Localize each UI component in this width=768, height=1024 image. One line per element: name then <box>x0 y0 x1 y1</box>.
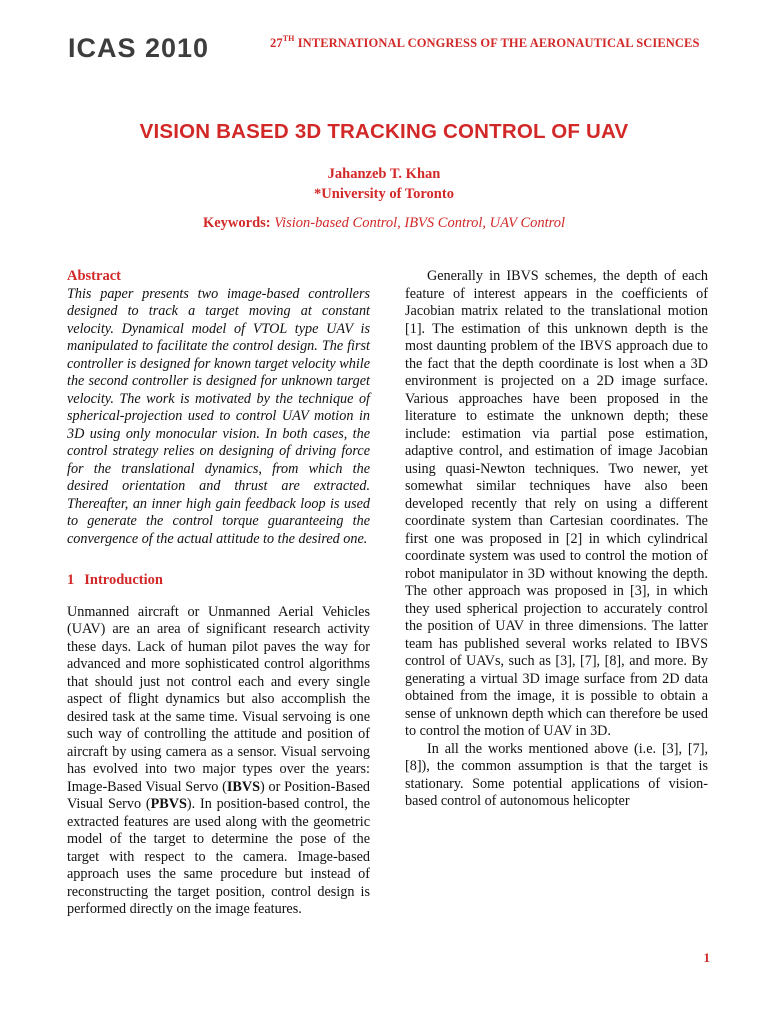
logo-text: ICAS 2010 <box>68 33 210 63</box>
author-name: Jahanzeb T. Khan <box>327 166 441 182</box>
congress-suffix: TH <box>282 34 295 43</box>
intro-paragraph-1 <box>67 604 370 919</box>
introduction-heading <box>67 572 370 590</box>
keywords-line <box>0 215 768 232</box>
left-column <box>67 268 370 919</box>
section-number: 1 <box>67 572 75 588</box>
abstract-heading: Abstract <box>67 268 121 284</box>
paper-title: VISION BASED 3D TRACKING CONTROL OF UAV <box>139 120 629 143</box>
intro-p1-part-b: ) or Position-Based Visual Servo ( <box>67 778 370 812</box>
keywords-label: Keywords: <box>202 215 271 231</box>
author-affiliation: *University of Toronto <box>314 186 454 202</box>
page-number: 1 <box>703 950 710 965</box>
congress-ordinal: 27 <box>270 36 283 50</box>
conference-logo <box>68 33 210 63</box>
keywords-values: Vision-based Control, IBVS Control, UAV Control <box>274 215 566 231</box>
author-block <box>0 164 768 204</box>
intro-p1-part-c: ). In position-based control, the extracted features are used along with the geometric model of the target to determine the pose of the target with respect to the camera. Image-based approach uses the same procedure but instead of reconstructing the target position, control design is performed directly on the image features. <box>67 796 371 917</box>
ibvs-term: IBVS <box>226 778 261 795</box>
pbvs-term: PBVS <box>150 796 187 812</box>
intro-p1-part-a: Unmanned aircraft or Unmanned Aerial Vehicles (UAV) are an area of significant research activity these days. Lack of human pilot paves the way for advanced and more sophisticated control algorithms that should just not control each and every single aspect of flight dynamics but also accomplish the desired task at the same time. Visual servoing is one such way of controlling the attitude and position of aircraft by using camera as a sensor. Visual servoing has evolved into two major types over the years: Image-Based Visual Servo ( <box>67 603 370 795</box>
congress-name: INTERNATIONAL CONGRESS OF THE AERONAUTICAL SCIENCES <box>297 36 700 50</box>
section-title: Introduction <box>84 572 163 588</box>
intro-paragraph-2: Generally in IBVS schemes, the depth of each feature of interest appears in the coefficients of Jacobian matrix related to the translational motion [1]. The estimation of this unknown depth is the most daunting problem of the IBVS approach due to the fact that the depth coordinate is lost when a 3D environment is projected on a 2D image surface. Various approaches have been proposed in the literature to estimate the unknown depth; these include: estimation via partial pose estimation, adaptive control, and estimation of image Jacobian using quasi-Newton techniques. Two newer, yet somewhat similar techniques have also been developed recently that rely on using a different coordinate system than Cartesian coordinates. The first one was proposed in [2] in which cylindrical coordinate system was used to control the motion of robot manipulator in 3D without knowing the depth. The other approach was proposed in [3], in which they used spherical projection to accurately control the position of UAV in three dimensions. The latter team has published several works related to IBVS control of UAVs, such as [3], [7], [8], and more. By generating a virtual 3D image surface from 2D data obtained from the image, it is possible to obtain a sense of unknown depth which can therefore be used to control the motion of UAV in 3D. <box>405 268 708 739</box>
right-column <box>405 268 708 811</box>
congress-header <box>270 34 710 51</box>
abstract-text: This paper presents two image-based controllers designed to track a target moving at constant velocity. Dynamical model of VTOL type UAV is manipulated to facilitate the control design. The first controller is designed for known target velocity while the second controller is designed for unknown target velocity. The work is motivated by the technique of spherical-projection used to control UAV motion in 3D using only monocular vision. In both cases, the control strategy relies on designing of driving force for the translational dynamics, from which the desired orientation and thrust are extracted. Thereafter, an inner high gain feedback loop is used to generate the control torque guaranteeing the convergence of the actual attitude to the desired one. <box>67 285 370 547</box>
intro-paragraph-3: In all the works mentioned above (i.e. [3], [7], [8]), the common assumption is that the target is stationary. Some potential applications of vision-based control of autonomous helicopter <box>405 740 708 809</box>
